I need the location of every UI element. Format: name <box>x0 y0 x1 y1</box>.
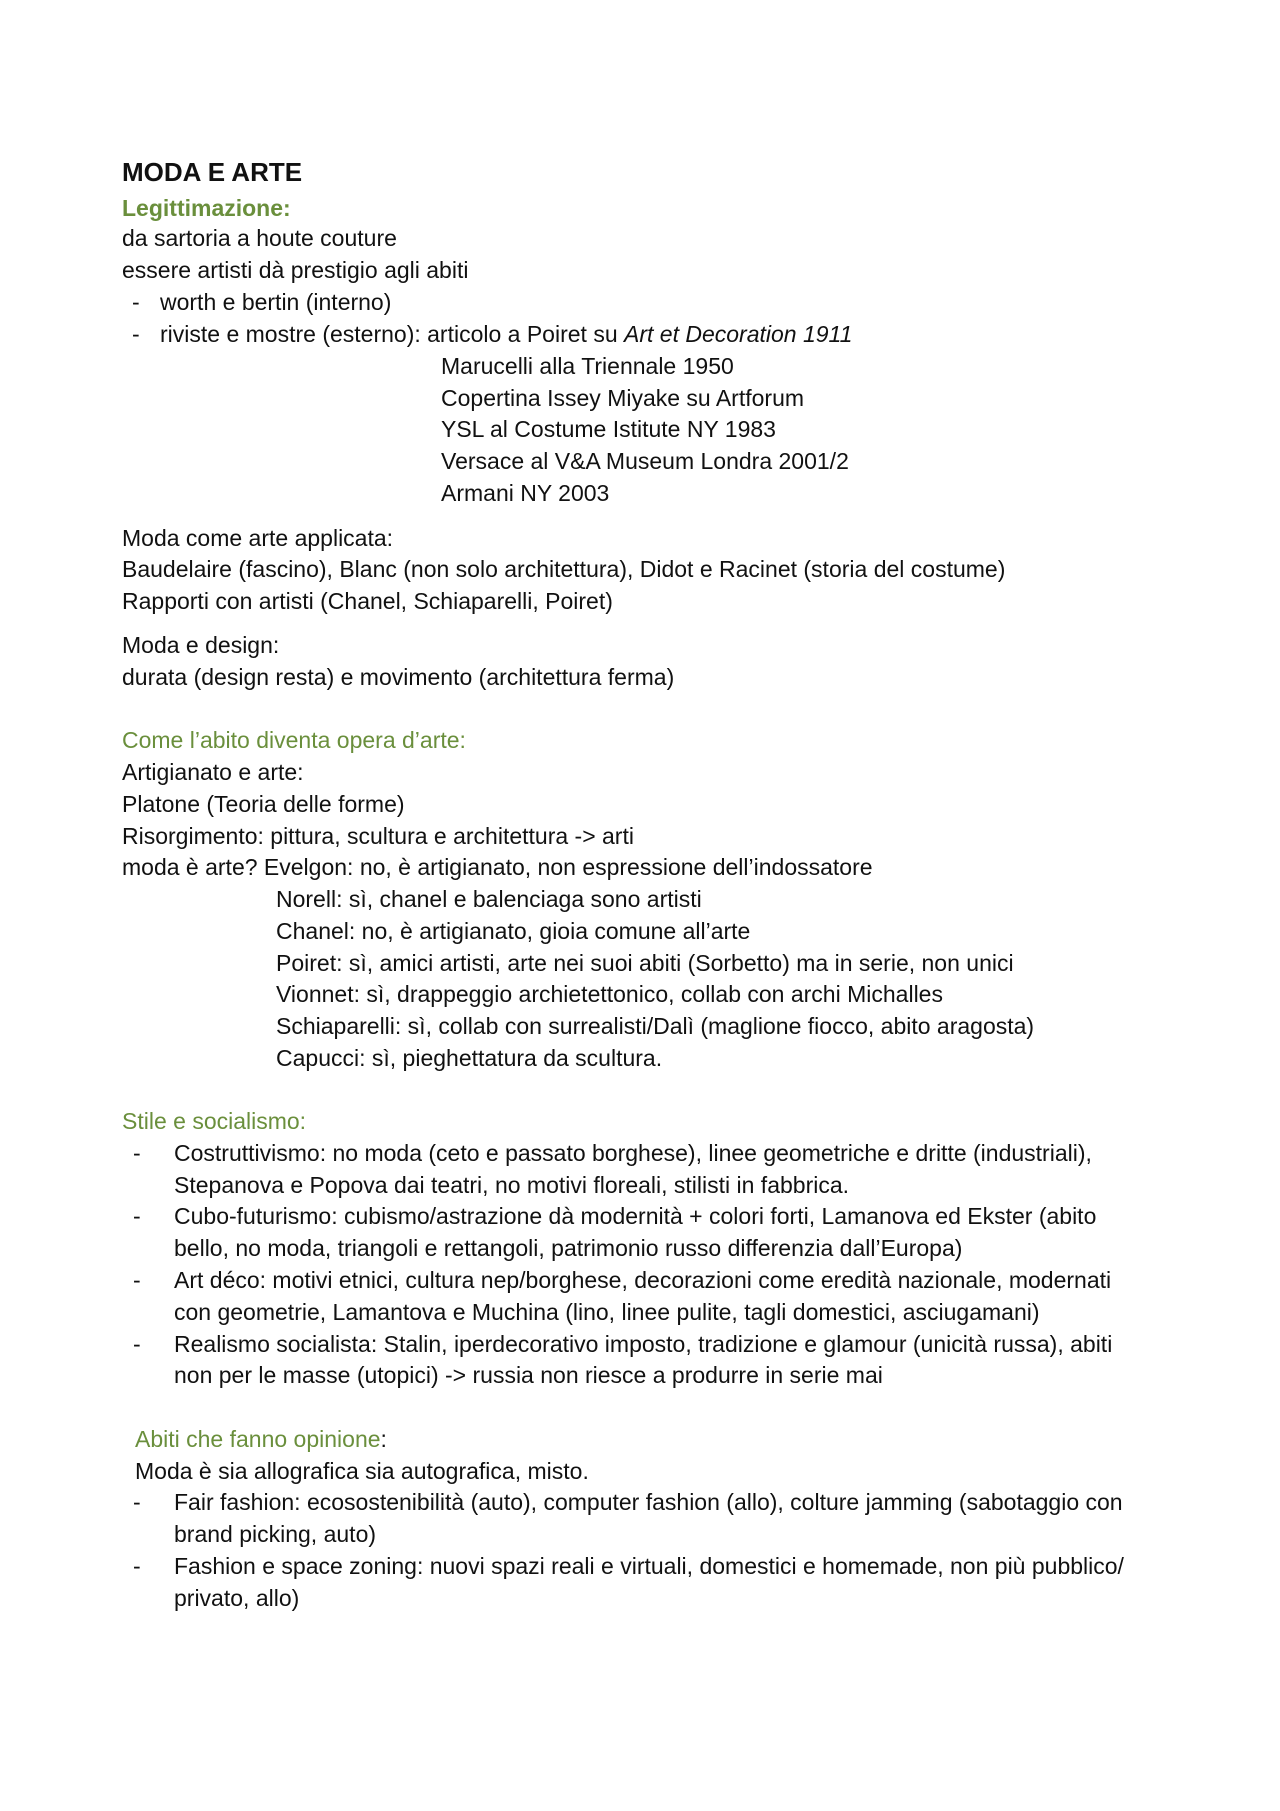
bullet-dash: - <box>133 1331 141 1357</box>
bullet-continuation: brand picking, auto) <box>174 1521 377 1547</box>
sub-item: Capucci: sì, pieghettatura da scultura. <box>276 1045 663 1071</box>
text-line: Rapporti con artisti (Chanel, Schiaparelli, Poiret) <box>122 588 613 614</box>
heading-text: Abiti che fanno opinione <box>135 1426 381 1452</box>
text-line: Artigianato e arte: <box>122 759 304 785</box>
section-heading-legittimazione: Legittimazione: <box>122 195 291 221</box>
text-line: essere artisti dà prestigio agli abiti <box>122 257 469 283</box>
text-line: Moda è sia allografica sia autografica, misto. <box>135 1458 589 1484</box>
bullet-continuation: con geometrie, Lamantova e Muchina (lino, linee pulite, tagli domestici, asciugamani) <box>174 1299 1040 1325</box>
bullet-item: Cubo-futurismo: cubismo/astrazione dà modernità + colori forti, Lamanova ed Ekster (abito <box>174 1203 1097 1229</box>
bullet-item: Fair fashion: ecosostenibilità (auto), computer fashion (allo), colture jamming (sabotaggio con <box>174 1489 1123 1515</box>
sub-item: Chanel: no, è artigianato, gioia comune all’arte <box>276 918 751 944</box>
text-line: Baudelaire (fascino), Blanc (non solo architettura), Didot e Racinet (storia del costume) <box>122 556 1006 582</box>
sub-item: Versace al V&A Museum Londra 2001/2 <box>441 448 849 474</box>
bullet-dash: - <box>133 1140 141 1166</box>
text-line: Platone (Teoria delle forme) <box>122 791 405 817</box>
text-line: da sartoria a houte couture <box>122 225 397 251</box>
text-line: Moda come arte applicata: <box>122 525 394 551</box>
bullet-dash: - <box>132 289 140 315</box>
section-heading-stile-socialismo: Stile e socialismo: <box>122 1108 307 1134</box>
bullet-item: worth e bertin (interno) <box>160 289 392 315</box>
bullet-dash: - <box>133 1267 141 1293</box>
bullet-item: Realismo socialista: Stalin, iperdecorativo imposto, tradizione e glamour (unicità russa), abiti <box>174 1331 1113 1357</box>
bullet-continuation: Stepanova e Popova dai teatri, no motivi floreali, stilisti in fabbrica. <box>174 1172 850 1198</box>
text-line: moda è arte? Evelgon: no, è artigianato, non espressione dell’indossatore <box>122 854 873 880</box>
bullet-dash: - <box>133 1553 141 1579</box>
sub-item: Poiret: sì, amici artisti, arte nei suoi abiti (Sorbetto) ma in serie, non unici <box>276 950 1014 976</box>
bullet-continuation: privato, allo) <box>174 1585 300 1611</box>
bullet-dash: - <box>133 1203 141 1229</box>
section-heading-opera-arte: Come l’abito diventa opera d’arte: <box>122 727 466 753</box>
sub-item: Marucelli alla Triennale 1950 <box>441 353 734 379</box>
sub-item: Vionnet: sì, drappeggio archietettonico, collab con archi Michalles <box>276 981 943 1007</box>
heading-colon: : <box>380 1426 387 1452</box>
bullet-item <box>160 318 852 350</box>
bullet-continuation: non per le masse (utopici) -> russia non riesce a produrre in serie mai <box>174 1362 883 1388</box>
text-line: Risorgimento: pittura, scultura e architettura -> arti <box>122 823 634 849</box>
text-line: durata (design resta) e movimento (architettura ferma) <box>122 664 675 690</box>
bullet-item: Costruttivismo: no moda (ceto e passato borghese), linee geometriche e dritte (industriali), <box>174 1140 1092 1166</box>
sub-item: YSL al Costume Istitute NY 1983 <box>441 416 776 442</box>
page-title: MODA E ARTE <box>122 157 303 187</box>
sub-item: Norell: sì, chanel e balenciaga sono artisti <box>276 886 702 912</box>
text-line: Moda e design: <box>122 632 280 658</box>
section-heading-abiti-opinione <box>135 1423 387 1455</box>
sub-item: Schiaparelli: sì, collab con surrealisti/Dalì (maglione fiocco, abito aragosta) <box>276 1013 1035 1039</box>
bullet-continuation: bello, no moda, triangoli e rettangoli, patrimonio russo differenzia dall’Europa) <box>174 1235 963 1261</box>
sub-item: Armani NY 2003 <box>441 480 610 506</box>
bullet-item: Art déco: motivi etnici, cultura nep/borghese, decorazioni come eredità nazionale, modernati <box>174 1267 1112 1293</box>
bullet-dash: - <box>133 1489 141 1515</box>
bullet-item: Fashion e space zoning: nuovi spazi reali e virtuali, domestici e homemade, non più pubblico/ <box>174 1553 1124 1579</box>
bullet-dash: - <box>132 321 140 347</box>
italic-title: Art et Decoration 1911 <box>624 321 853 347</box>
bullet-text: riviste e mostre (esterno): articolo a Poiret su <box>160 321 624 347</box>
sub-item: Copertina Issey Miyake su Artforum <box>441 385 805 411</box>
